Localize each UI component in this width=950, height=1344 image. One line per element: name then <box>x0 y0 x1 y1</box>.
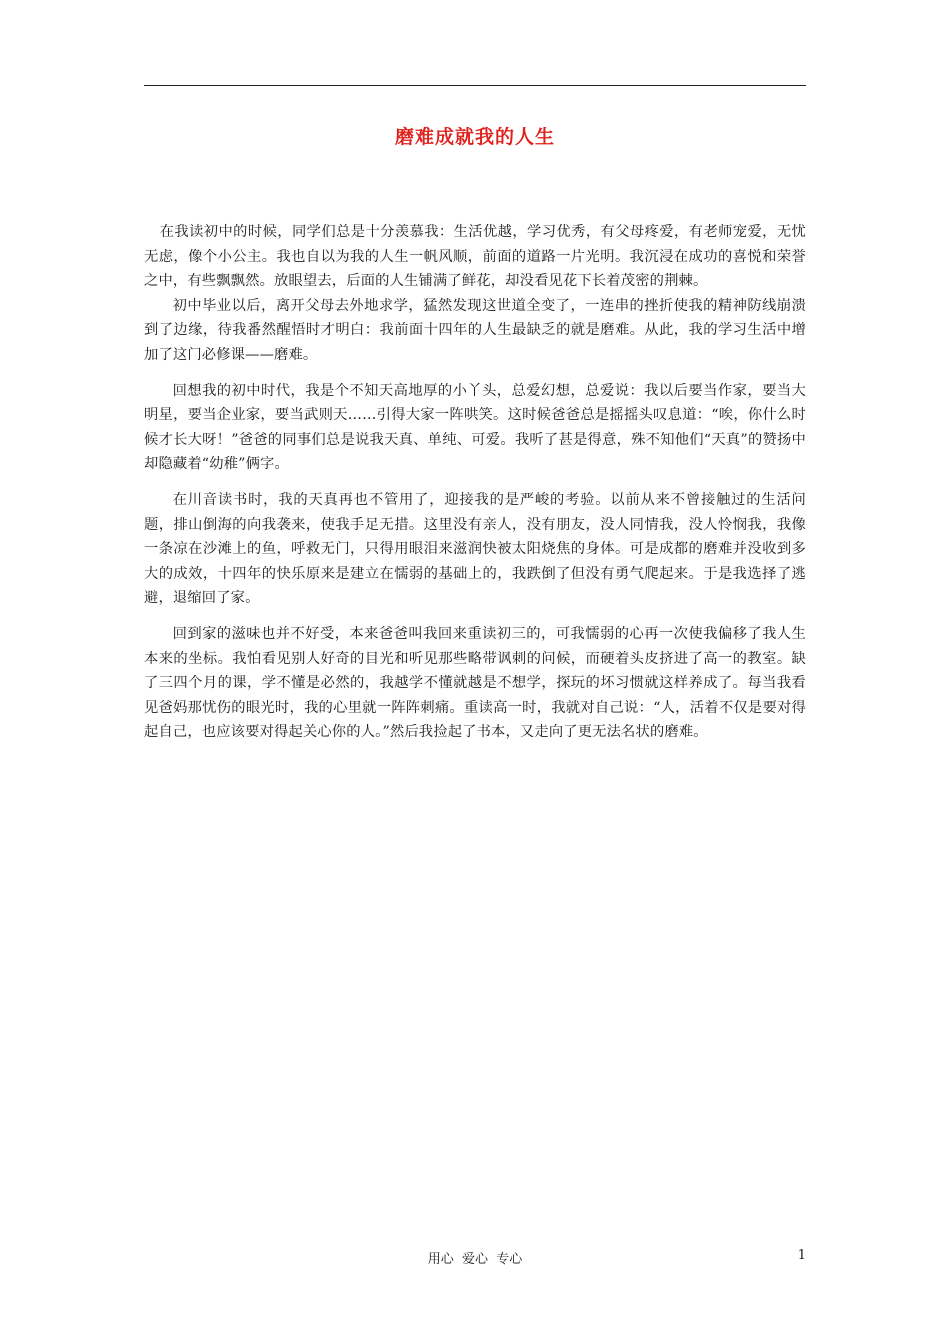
page-number: 1 <box>797 1248 806 1263</box>
page-footer <box>144 1248 806 1268</box>
document-title: 磨难成就我的人生 <box>394 126 555 148</box>
paragraph: 回想我的初中时代，我是个不知天高地厚的小丫头，总爱幻想，总爱说：我以后要当作家，要当大明星，要当企业家，要当武则天……引得大家一阵哄笑。这时候爸爸总是摇摇头叹息道：“唉，你什么时候才长大呀！”爸爸的同事们总是说我天真、单纯、可爱。我听了甚是得意，殊不知他们“天真”的赞扬中却隐藏着“幼稚”俩字。 <box>144 382 806 473</box>
footer-motto: 用心 爱心 专心 <box>427 1252 523 1267</box>
paragraph: 回到家的滋味也并不好受，本来爸爸叫我回来重读初三的，可我懦弱的心再一次使我偏移了我人生本来的坐标。我怕看见别人好奇的目光和听见那些略带讽刺的问候，而硬着头皮挤进了高一的教室。缺了三四个月的课，学不懂是必然的，我越学不懂就越是不想学，探玩的坏习惯就这样养成了。每当我看见爸妈那忧伤的眼光时，我的心里就一阵阵刺痛。重读高一时，我就对自己说：“人，活着不仅是要对得起自己，也应该要对得起关心你的人。”然后我捡起了书本，又走向了更无法名状的磨难。 <box>144 625 806 741</box>
document-body <box>144 220 806 745</box>
paragraph: 在我读初中的时候，同学们总是十分羡慕我：生活优越，学习优秀，有父母疼爱，有老师宠爱，无忧无虑，像个小公主。我也自以为我的人生一帆风顺，前面的道路一片光明。我沉浸在成功的喜悦和荣誉之中，有些飘飘然。放眼望去，后面的人生铺满了鲜花，却没看见花下长着茂密的荆棘。 <box>144 224 806 290</box>
paragraph: 在川音读书时，我的天真再也不管用了，迎接我的是严峻的考验。以前从来不曾接触过的生活问题，排山倒海的向我袭来，使我手足无措。这里没有亲人，没有朋友，没人同情我，没人怜悯我，我像一条凉在沙滩上的鱼，呼救无门，只得用眼泪来滋润快被太阳烧焦的身体。可是成都的磨难并没收到多大的成效，十四年的快乐原来是建立在懦弱的基础上的，我跌倒了但没有勇气爬起来。于是我选择了逃避，退缩回了家。 <box>144 491 806 607</box>
paragraph: 初中毕业以后，离开父母去外地求学，猛然发现这世道全变了，一连串的挫折使我的精神防线崩溃到了边缘，待我番然醒悟时才明白：我前面十四年的人生最缺乏的就是磨难。从此，我的学习生活中增加了这门必修课——磨难。 <box>144 297 806 363</box>
header-rule <box>144 85 806 86</box>
